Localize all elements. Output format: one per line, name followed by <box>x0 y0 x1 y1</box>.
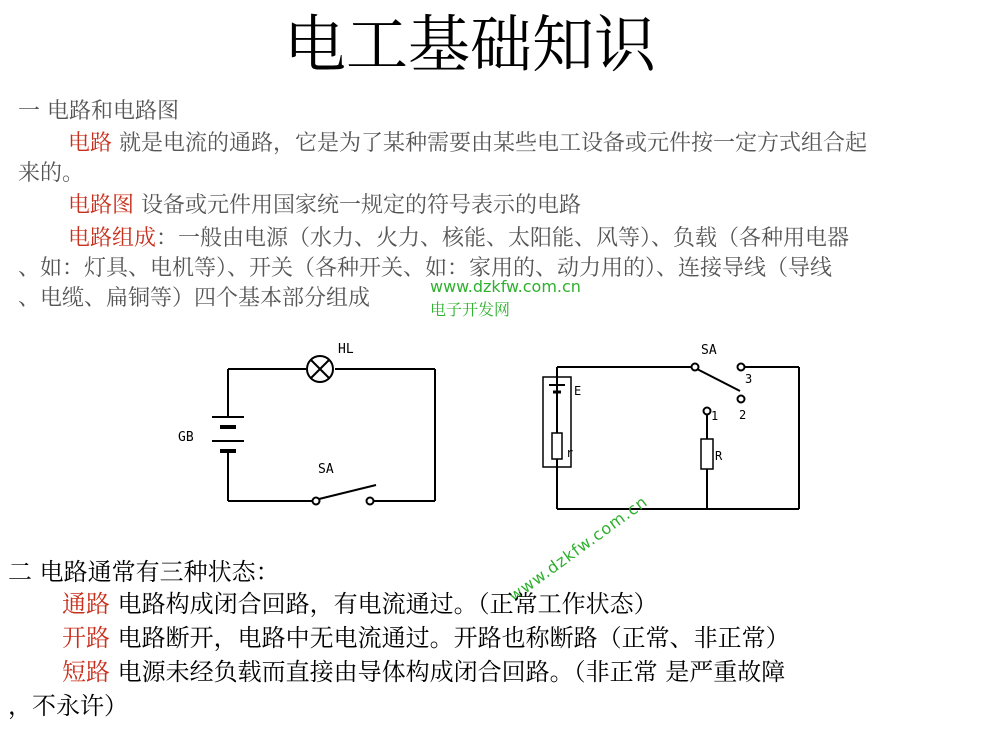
simple-circuit-diagram <box>170 335 450 515</box>
label-hl: HL <box>338 342 354 357</box>
lamp-icon <box>307 356 333 382</box>
load-resistor-icon <box>701 439 713 469</box>
label-gb: GB <box>178 430 194 445</box>
battery-icon <box>212 417 244 451</box>
watermark-name: 电子开发网 <box>430 300 511 319</box>
switch-icon <box>313 485 377 505</box>
composition-line1: ：一般由电源（水力、火力、核能、太阳能、风等）、负载（各种用电器 <box>156 226 850 251</box>
paragraph-circuit <box>68 129 867 159</box>
composition-line2: 、如：灯具、电机等）、开关（各种开关、如：家用的、动力用的）、连接导线（导线 <box>18 256 833 281</box>
circuit-definition-cont: 来的。 <box>18 161 85 186</box>
paragraph-composition <box>68 224 849 254</box>
watermark-rotated: www.dzkfw.com.cn <box>505 491 652 606</box>
internal-resistor-icon <box>552 433 562 459</box>
open-circuit-text: 电路断开，电路中无电流通过。开路也称断路（正常、非正常） <box>110 624 790 652</box>
circuit-definition: 就是电流的通路，它是为了某种需要由某些电工设备或元件按一定方式组合起 <box>112 131 868 156</box>
term-closed-circuit: 通路 <box>62 590 110 618</box>
term-open-circuit: 开路 <box>62 624 110 652</box>
section2-heading: 二 电路通常有三种状态： <box>8 558 280 586</box>
watermark-url: www.dzkfw.com.cn <box>430 277 581 296</box>
state-closed <box>62 588 658 620</box>
terminal-2: 2 <box>739 408 747 422</box>
label-e: E <box>574 384 582 398</box>
label-sa2: SA <box>701 343 717 358</box>
page-title: 电工基础知识 <box>283 8 656 81</box>
state-open <box>62 622 790 654</box>
term-short-circuit: 短路 <box>62 658 110 686</box>
state-short <box>62 656 785 688</box>
term-circuit-diagram: 电路图 <box>68 193 135 218</box>
three-way-switch-icon <box>692 364 745 415</box>
term-composition: 电路组成 <box>68 226 157 251</box>
term-circuit: 电路 <box>68 131 113 156</box>
label-sa: SA <box>318 462 334 477</box>
terminal-1: 1 <box>711 409 719 423</box>
terminal-3: 3 <box>745 372 753 386</box>
label-r-load: R <box>715 449 723 463</box>
closed-circuit-text: 电路构成闭合回路，有电流通过。（正常工作状态） <box>110 590 658 618</box>
paragraph-diagram <box>68 191 581 221</box>
composition-line3: 、电缆、扁铜等）四个基本部分组成 <box>18 286 371 311</box>
section1-heading: 一 电路和电路图 <box>18 99 179 124</box>
diagram-definition: 设备或元件用国家统一规定的符号表示的电路 <box>134 193 582 218</box>
short-circuit-text-cont: ，不永许） <box>8 692 128 720</box>
short-circuit-text: 电源未经负载而直接由导体构成闭合回路。（非正常 是严重故障 <box>110 658 786 686</box>
label-r-internal: r <box>566 446 574 460</box>
switch-circuit-diagram <box>525 335 815 520</box>
